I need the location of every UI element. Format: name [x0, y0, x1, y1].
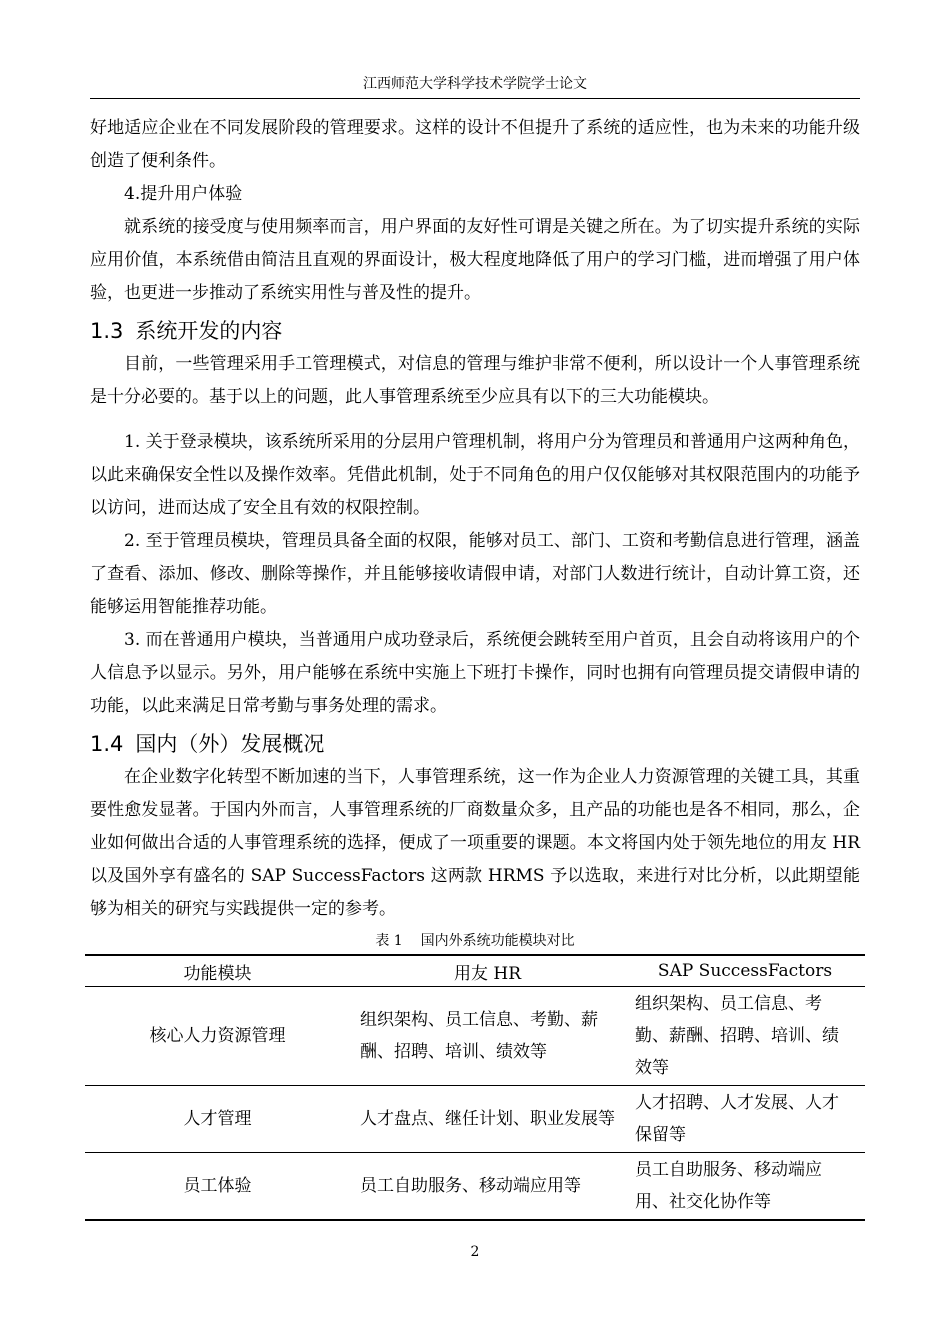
table-cell: 人才盘点、继任计划、职业发展等: [360, 1109, 615, 1129]
column-header: 用友 HR: [453, 963, 522, 984]
table-cell: 人才招聘、人才发展、人才保留等: [635, 1093, 839, 1145]
table-row: [85, 1086, 865, 1153]
section-title: 国内（外）发展概况: [135, 732, 325, 756]
table-cell: 员工体验: [183, 1176, 252, 1196]
paragraph-continued: 好地适应企业在不同发展阶段的管理要求。这样的设计不但提升了系统的适应性，也为未来的功能升级创造了便利条件。: [90, 118, 860, 171]
column-header: 功能模块: [183, 963, 252, 984]
page-body: [90, 112, 860, 1221]
page-footer: [90, 1244, 860, 1260]
table-cell: 员工自助服务、移动端应用等: [360, 1176, 581, 1196]
table-cell: 组织架构、员工信息、考勤、薪酬、招聘、培训、绩效等: [635, 994, 839, 1078]
column-header: SAP SuccessFactors: [657, 961, 833, 981]
list-item-login-module: 1. 关于登录模块，该系统所采用的分层用户管理机制，将用户分为管理员和普通用户这两种角色，以此来确保安全性以及操作效率。凭借此机制，处于不同角色的用户仅仅能够对其权限范围内的功能予以访问，进而达成了安全且有效的权限控制。: [90, 432, 860, 518]
section-number: 1.4: [90, 732, 124, 756]
paragraph-section-1-3-intro: 目前，一些管理采用手工管理模式，对信息的管理与维护非常不便利，所以设计一个人事管理系统是十分必要的。基于以上的问题，此人事管理系统至少应具有以下的三大功能模块。: [90, 354, 860, 407]
table-row: [85, 1153, 865, 1221]
paragraph-section-1-4: 在企业数字化转型不断加速的当下，人事管理系统，这一作为企业人力资源管理的关键工具，其重要性愈发显著。于国内外而言，人事管理系统的厂商数量众多，且产品的功能也是各不相同，那么，企业如何做出合适的人事管理系统的选择，便成了一项重要的课题。本文将国内处于领先地位的用友 HR 以及国外享有盛名的 SAP SuccessFactors 这两款 HRMS 予以选取，来进行对比分析，以此期望能够为相关的研究与实践提供一定的参考。: [90, 767, 860, 919]
comparison-table: [85, 954, 865, 1221]
list-item-admin-module: 2. 至于管理员模块，管理员具备全面的权限，能够对员工、部门、工资和考勤信息进行管理，涵盖了查看、添加、修改、删除等操作，并且能够接收请假申请，对部门人数进行统计，自动计算工资，还能够运用智能推荐功能。: [90, 531, 860, 617]
item4-title: 4.提升用户体验: [124, 184, 243, 204]
table-header-row: [85, 955, 865, 987]
header-title: 江西师范大学科学技术学院学士论文: [363, 76, 587, 92]
list-item-user-module: 3. 而在普通用户模块，当普通用户成功登录后，系统便会跳转至用户首页，且会自动将该用户的个人信息予以显示。另外，用户能够在系统中实施上下班打卡操作，同时也拥有向管理员提交请假申请的功能，以此来满足日常考勤与事务处理的需求。: [90, 630, 860, 716]
section-1-3-heading: [90, 314, 860, 348]
section-number: 1.3: [90, 319, 124, 343]
page-header: [90, 74, 860, 99]
table-caption-number: 表 1: [375, 933, 403, 949]
table-caption: [90, 930, 860, 952]
section-title: 系统开发的内容: [135, 319, 283, 343]
table-row: [85, 987, 865, 1086]
section-1-4-heading: [90, 727, 860, 761]
paragraph-user-experience: 就系统的接受度与使用频率而言，用户界面的友好性可谓是关键之所在。为了切实提升系统的实际应用价值，本系统借由简洁且直观的界面设计，极大程度地降低了用户的学习门槛，进而增强了用户体验，也更进一步推动了系统实用性与普及性的提升。: [90, 217, 860, 303]
page-number: 2: [470, 1244, 480, 1260]
table-cell: 员工自助服务、移动端应用、社交化协作等: [635, 1160, 822, 1212]
table-caption-text: 国内外系统功能模块对比: [420, 933, 575, 949]
table-cell: 核心人力资源管理: [149, 1026, 286, 1046]
table-cell: 组织架构、员工信息、考勤、薪酬、招聘、培训、绩效等: [360, 1010, 598, 1062]
table-cell: 人才管理: [183, 1109, 252, 1129]
